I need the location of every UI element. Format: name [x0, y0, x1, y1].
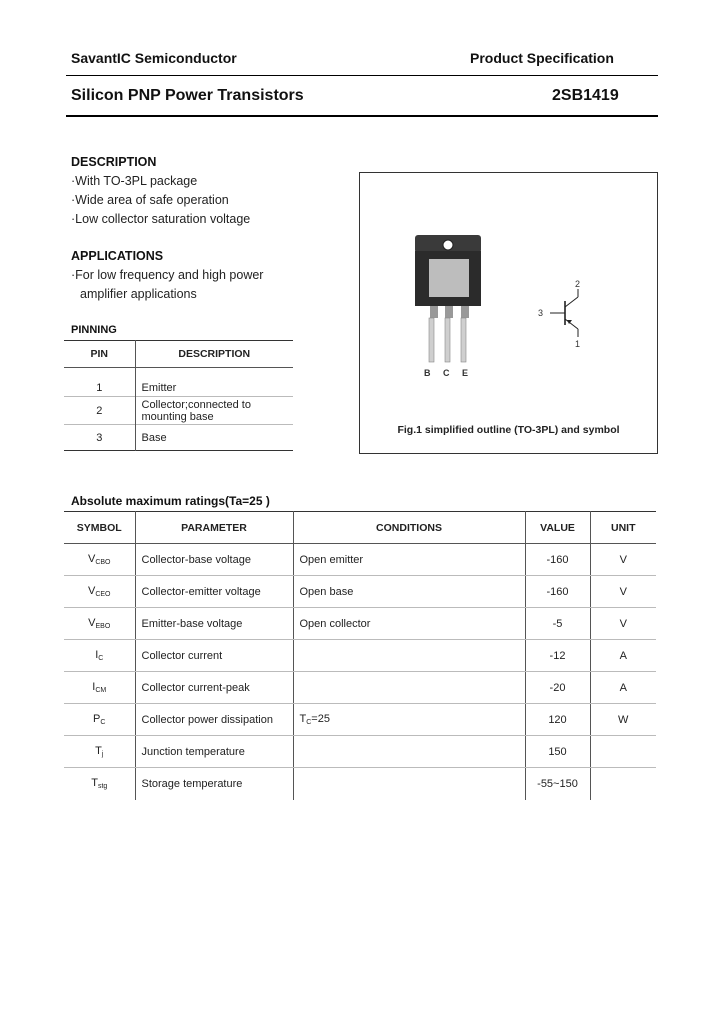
rating-parameter: Junction temperature — [135, 736, 293, 768]
rating-symbol: $I_{CM}$ — [64, 672, 135, 704]
description-item: ·Wide area of safe operation — [71, 193, 229, 207]
col-header-symbol: SYMBOL — [64, 512, 135, 544]
table-header-row — [64, 341, 293, 368]
col-header-unit: UNIT — [590, 512, 656, 544]
pinning-table — [64, 340, 293, 451]
to3pl-package-drawing — [360, 173, 659, 413]
rating-condition — [293, 640, 525, 672]
pin-description: Base — [135, 425, 293, 451]
rating-symbol: $T_j$ — [64, 736, 135, 768]
rating-unit: A — [590, 640, 656, 672]
rating-value: -160 — [525, 544, 590, 576]
symbol-pin-2: 2 — [575, 279, 581, 289]
header-rule-thin — [66, 75, 658, 76]
col-header-conditions: CONDITIONS — [293, 512, 525, 544]
table-row — [64, 368, 293, 397]
table-row — [64, 576, 656, 608]
pinning-title: PINNING — [71, 324, 117, 336]
rating-unit: W — [590, 704, 656, 736]
symbol-pin-3: 3 — [538, 308, 544, 318]
rating-parameter: Emitter-base voltage — [135, 608, 293, 640]
lead-stub — [445, 306, 453, 318]
table-row — [64, 768, 656, 800]
description-title: DESCRIPTION — [71, 155, 157, 169]
symbol-collector-line — [565, 297, 578, 307]
table-row — [64, 672, 656, 704]
rating-unit: V — [590, 608, 656, 640]
rating-condition: Open base — [293, 576, 525, 608]
rating-symbol: $T_{stg}$ — [91, 777, 108, 791]
pin-description: Collector;connected to mounting base — [135, 397, 293, 425]
lead-stub — [461, 306, 469, 318]
rating-symbol: $V_{CEO}$ — [64, 576, 135, 608]
pin-number: 3 — [96, 431, 103, 444]
pin-description: Emitter — [135, 368, 293, 397]
table-row — [64, 397, 293, 425]
table-header-row — [64, 512, 656, 544]
package-label-area — [429, 259, 469, 297]
mounting-hole — [443, 240, 453, 250]
rating-condition — [293, 768, 525, 800]
rating-symbol: $P_C$ — [64, 704, 135, 736]
applications-item: ·For low frequency and high power — [71, 268, 264, 282]
figure-caption: Fig.1 simplified outline (TO-3PL) and symbol — [397, 424, 620, 436]
rating-parameter: Collector-base voltage — [135, 544, 293, 576]
col-header-value: VALUE — [525, 512, 590, 544]
description-item: ·Low collector saturation voltage — [71, 212, 251, 226]
doc-type: Product Specification — [470, 50, 614, 66]
table-row — [64, 704, 656, 736]
rating-parameter: Collector power dissipation — [135, 704, 293, 736]
pin-number: 1 — [96, 382, 103, 394]
rating-unit: A — [590, 672, 656, 704]
rating-parameter: Collector current — [135, 640, 293, 672]
rating-unit: V — [590, 576, 656, 608]
table-row — [64, 425, 293, 451]
rating-parameter: Collector current-peak — [135, 672, 293, 704]
rating-condition — [293, 736, 525, 768]
rating-value: -20 — [525, 672, 590, 704]
lead-label-c: C — [443, 368, 450, 378]
symbol-pin-1: 1 — [575, 339, 581, 349]
col-header-pin: PIN — [90, 348, 108, 360]
rating-unit: V — [590, 544, 656, 576]
figure-box — [359, 172, 658, 454]
lead-label-e: E — [462, 368, 469, 378]
rating-symbol: $V_{CBO}$ — [64, 544, 135, 576]
rating-unit — [590, 768, 656, 800]
rating-value: 150 — [525, 736, 590, 768]
rating-condition: Open emitter — [293, 544, 525, 576]
table-row — [64, 640, 656, 672]
applications-title: APPLICATIONS — [71, 249, 164, 263]
rating-unit — [590, 736, 656, 768]
rating-condition: $T_C=25$ — [293, 704, 525, 736]
rating-symbol: $I_C$ — [64, 640, 135, 672]
rating-value: -12 — [525, 640, 590, 672]
table-row — [64, 608, 656, 640]
rating-value: -5 — [525, 608, 590, 640]
col-header-description: DESCRIPTION — [135, 341, 293, 368]
product-family: Silicon PNP Power Transistors — [71, 87, 304, 104]
col-header-parameter: PARAMETER — [135, 512, 293, 544]
lead-base — [429, 318, 434, 362]
ratings-title: Absolute maximum ratings(Ta=25 ) — [71, 494, 270, 508]
lead-emitter — [461, 318, 466, 362]
lead-stub — [430, 306, 438, 318]
rating-value: -160 — [525, 576, 590, 608]
rating-parameter: Storage temperature — [135, 768, 293, 800]
rating-value: -55~150 — [525, 768, 590, 800]
rating-symbol: $V_{EBO}$ — [64, 608, 135, 640]
ratings-table — [64, 511, 656, 800]
lead-label-b: B — [424, 368, 431, 378]
lead-collector — [445, 318, 450, 362]
table-row — [64, 736, 656, 768]
company-name: SavantIC Semiconductor — [71, 50, 237, 66]
rating-parameter: Collector-emitter voltage — [135, 576, 293, 608]
rating-condition: Open collector — [293, 608, 525, 640]
table-row — [64, 544, 656, 576]
description-item: ·With TO-3PL package — [71, 174, 198, 188]
part-number: 2SB1419 — [552, 87, 619, 104]
header-rule-thick — [66, 115, 658, 117]
pin-number: 2 — [96, 404, 103, 417]
rating-value: 120 — [525, 704, 590, 736]
rating-condition — [293, 672, 525, 704]
applications-item: amplifier applications — [80, 287, 197, 301]
